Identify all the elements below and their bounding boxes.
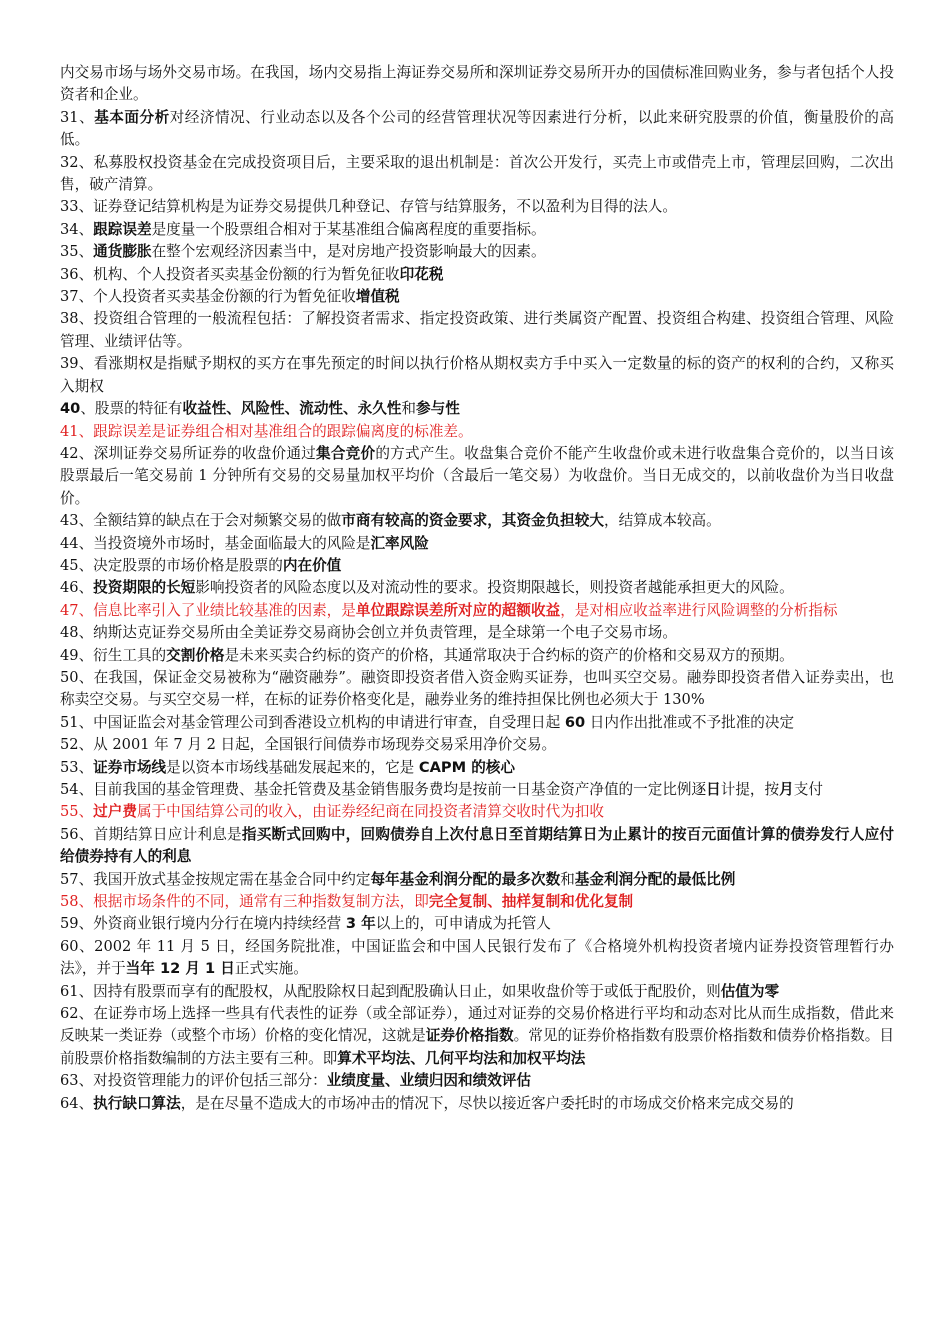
text-run: 61、因持有股票而享有的配股权，从配股除权日起到配股确认日止，如果收盘价等于或低于配股价，则: [60, 982, 721, 1000]
paragraph: [60, 398, 894, 420]
bold-text: 单位跟踪误差所对应的超额收益: [355, 601, 561, 619]
bold-text: 执行缺口算法: [93, 1094, 181, 1112]
bold-text: 增值税: [355, 288, 400, 306]
text-run: 的方式产生。收盘集合竞价不能产生收盘价或未进行收盘集合竞价的，以当日该股票最后一笔交易前 1 分钟所有交易的交易量加权平均价（含最后一笔交易）为收盘价。当日无成交的，以前收盘价为当日收盘价。: [60, 444, 894, 507]
text-run: 58、根据市场条件的不同，通常有三种指数复制方法，即: [60, 893, 429, 911]
paragraph: [60, 734, 894, 756]
paragraph: [60, 286, 894, 308]
text-run: 以上的，可申请成为托管人: [375, 915, 551, 933]
text-run: ，结算成本较高。: [603, 512, 721, 530]
bold-text: 指买断式回购中，回购债券自上次付息日至首期结算日为止累计的按百元面值计算的债券发行人应付给债券持有人的利息: [60, 825, 894, 866]
text-run: 属于中国结算公司的收入，由证券经纪商在同投资者清算交收时代为扣收: [136, 803, 604, 821]
text-run: 55、: [60, 803, 94, 821]
bold-text: 参与性: [416, 400, 460, 418]
text-run: 42、深圳证券交易所证券的收盘价通过: [60, 444, 317, 462]
paragraph: [60, 308, 894, 353]
text-run: 62、在证券市场上选择一些具有代表性的证券（或全部证券），通过对证券的交易价格进行平均和动态对比从而生成指数，借此来反映某一类证券（或整个市场）价格的变化情况，这就是: [60, 1005, 894, 1045]
text-run: 影响投资者的风险态度以及对流动性的要求。投资期限越长，则投资者越能承担更大的风险。: [195, 579, 794, 597]
text-run: 64、: [60, 1094, 94, 1112]
paragraph: [60, 936, 894, 981]
bold-text: 基本面分析: [94, 108, 170, 126]
paragraph: [60, 913, 894, 935]
bold-text: 内在价值: [282, 556, 342, 574]
text-run: 、股票的特征有: [80, 400, 183, 418]
text-run: 35、: [60, 243, 94, 261]
bold-text: CAPM 的核心: [418, 758, 515, 776]
bold-text: 月: [779, 781, 794, 798]
text-run: 60、2002 年 11 月 5 日，经国务院批准，中国证监会和中国人民银行发布了《合格境外机构投资者境内证券投资管理暂行办法》，并于: [60, 937, 894, 978]
text-run: 在整个宏观经济因素当中，是对房地产投资影响最大的因素。: [151, 243, 546, 261]
paragraph: [60, 443, 894, 510]
paragraph: [60, 353, 894, 398]
text-run: 59、外资商业银行境内分行在境内持续经营: [60, 915, 346, 933]
paragraph: [60, 107, 894, 152]
paragraph: [60, 219, 894, 241]
text-run: 48、纳斯达克证券交易所由全美证券交易商协会创立并负责管理，是全球第一个电子交易市场。: [60, 624, 677, 642]
paragraph: [60, 533, 894, 555]
paragraph: [60, 712, 894, 734]
text-run: 38、投资组合管理的一般流程包括：了解投资者需求、指定投资政策、进行类属资产配置、投资组合构建、投资组合管理、风险管理、业绩评估等。: [60, 310, 894, 350]
bold-text: 交割价格: [166, 646, 225, 664]
paragraph: [60, 801, 894, 823]
paragraph: [60, 264, 894, 286]
paragraph: [60, 891, 894, 913]
paragraph: [60, 1070, 894, 1092]
bold-text: 印花税: [399, 265, 444, 283]
text-run: 43、全额结算的缺点在于会对频繁交易的做: [60, 512, 342, 530]
bold-text: 过户费: [93, 803, 137, 821]
text-run: 和: [401, 400, 417, 418]
bold-text: 60: [564, 713, 586, 731]
text-run: 37、个人投资者买卖基金份额的行为暂免征收: [60, 288, 356, 306]
bold-text: 当年 12 月 1 日: [125, 960, 235, 978]
bold-text: 证券价格指数: [425, 1027, 514, 1045]
paragraph: [60, 600, 894, 622]
paragraph: [60, 62, 894, 107]
paragraph: [60, 779, 894, 801]
paragraph: [60, 824, 894, 869]
text-run: 计提，按: [720, 781, 780, 798]
text-run: 对经济情况、行业动态以及各个公司的经营管理状况等因素进行分析，以此来研究股票的价值，衡量股价的高低。: [60, 108, 894, 149]
paragraph: [60, 757, 894, 779]
bold-text: 算术平均法、几何平均法和加权平均法: [337, 1049, 586, 1067]
bold-text: 日: [706, 781, 721, 798]
text-run: 44、当投资境外市场时，基金面临最大的风险是: [60, 534, 371, 552]
paragraph: [60, 555, 894, 577]
text-run: 63、对投资管理能力的评价包括三部分：: [60, 1072, 327, 1090]
text-run: 49、衍生工具的: [60, 646, 167, 664]
text-run: 45、决定股票的市场价格是股票的: [60, 556, 283, 574]
paragraph: [60, 1003, 894, 1070]
text-run: 33、证券登记结算机构是为证券交易提供几种登记、存管与结算服务，不以盈利为目得的法人。: [60, 198, 677, 216]
paragraph: [60, 1093, 894, 1115]
bold-text: 集合竞价: [316, 444, 376, 462]
text-run: ，是在尽量不造成大的市场冲击的情况下，尽快以接近客户委托时的市场成交价格来完成交易的: [180, 1094, 794, 1112]
bold-text: 证券市场线: [93, 758, 167, 776]
paragraph: [60, 421, 894, 443]
paragraph: [60, 645, 894, 667]
text-run: 46、: [60, 579, 94, 597]
bold-text: 收益性、风险性、流动性、永久性: [182, 400, 402, 418]
bold-text: 市商有较高的资金要求，其资金负担较大: [341, 512, 604, 530]
paragraph: [60, 622, 894, 644]
text-run: 是未来买卖合约标的资产的价格，其通常取决于合约标的资产的价格和交易双方的预期。: [224, 646, 794, 664]
text-run: 。常见的证券价格指数有股票价格指数和债券价格指数。目前股票价格指数编制的方法主要有三种。即: [60, 1027, 894, 1067]
text-run: 57、我国开放式基金按规定需在基金合同中约定: [60, 870, 371, 888]
text-run: 正式实施。: [234, 960, 308, 978]
paragraph: [60, 869, 894, 891]
text-run: 日内作出批准或不予批准的决定: [585, 713, 795, 731]
text-run: 52、从 2001 年 7 月 2 日起，全国银行间债券市场现券交易采用净价交易。: [60, 736, 557, 754]
paragraph: [60, 152, 894, 197]
bold-text: 3 年: [345, 915, 376, 933]
bold-text: 通货膨胀: [93, 243, 152, 261]
paragraph: [60, 196, 894, 218]
text-run: 支付: [793, 781, 823, 798]
bold-text: 汇率风险: [370, 534, 429, 552]
bold-text: 跟踪误差: [93, 220, 152, 238]
paragraph: [60, 241, 894, 263]
bold-text: 每年基金利润分配的最多次数: [370, 870, 561, 888]
text-run: 41、跟踪误差是证券组合相对基准组合的跟踪偏离度的标准差。: [60, 422, 473, 440]
text-run: 54、目前我国的基金管理费、基金托管费及基金销售服务费均是按前一日基金资产净值的一定比例逐: [60, 781, 707, 798]
paragraph: [60, 667, 894, 712]
text-run: 36、机构、个人投资者买卖基金份额的行为暂免征收: [60, 265, 400, 283]
paragraph: [60, 510, 894, 532]
text-run: 56、首期结算日应计利息是: [60, 825, 242, 843]
text-run: 和: [560, 870, 575, 888]
text-run: 50、在我国，保证金交易被称为“融资融券”。融资即投资者借入资金购买证券，也叫买空交易。融券即投资者借入证券卖出，也称卖空交易。与买空交易一样，在标的证券价格变化是，融券业务的维持担保比例也必须大于 130%: [60, 668, 894, 709]
document-page: [60, 62, 894, 1115]
text-run: 32、私募股权投资基金在完成投资项目后，主要采取的退出机制是：首次公开发行，买壳上市或借壳上市，管理层回购，二次出售，破产清算。: [60, 153, 894, 194]
bold-text: 基金利润分配的最低比例: [574, 870, 736, 888]
bold-text: 40: [60, 400, 81, 418]
text-run: ，是对相应收益率进行风险调整的分析指标: [560, 601, 838, 619]
text-run: 是度量一个股票组合相对于某基准组合偏离程度的重要指标。: [151, 220, 546, 238]
text-run: 31、: [60, 108, 95, 126]
text-run: 内交易市场与场外交易市场。在我国，场内交易指上海证券交易所和深圳证券交易所开办的国债标准回购业务，参与者包括个人投资者和企业。: [60, 64, 894, 104]
text-run: 34、: [60, 220, 94, 238]
text-run: 39、看涨期权是指赋予期权的买方在事先预定的时间以执行价格从期权卖方手中买入一定数量的标的资产的权利的合约，又称买入期权: [60, 355, 894, 395]
text-run: 是以资本市场线基础发展起来的，它是: [166, 758, 419, 776]
bold-text: 业绩度量、业绩归因和绩效评估: [326, 1072, 531, 1090]
text-run: 53、: [60, 758, 94, 776]
bold-text: 完全复制、抽样复制和优化复制: [428, 893, 634, 911]
bold-text: 投资期限的长短: [93, 579, 196, 597]
text-run: 51、中国证监会对基金管理公司到香港设立机构的申请进行审查，自受理日起: [60, 713, 565, 731]
bold-text: 估值为零: [720, 982, 780, 1000]
paragraph: [60, 577, 894, 599]
paragraph: [60, 981, 894, 1003]
text-run: 47、信息比率引入了业绩比较基准的因素，是: [60, 601, 356, 619]
